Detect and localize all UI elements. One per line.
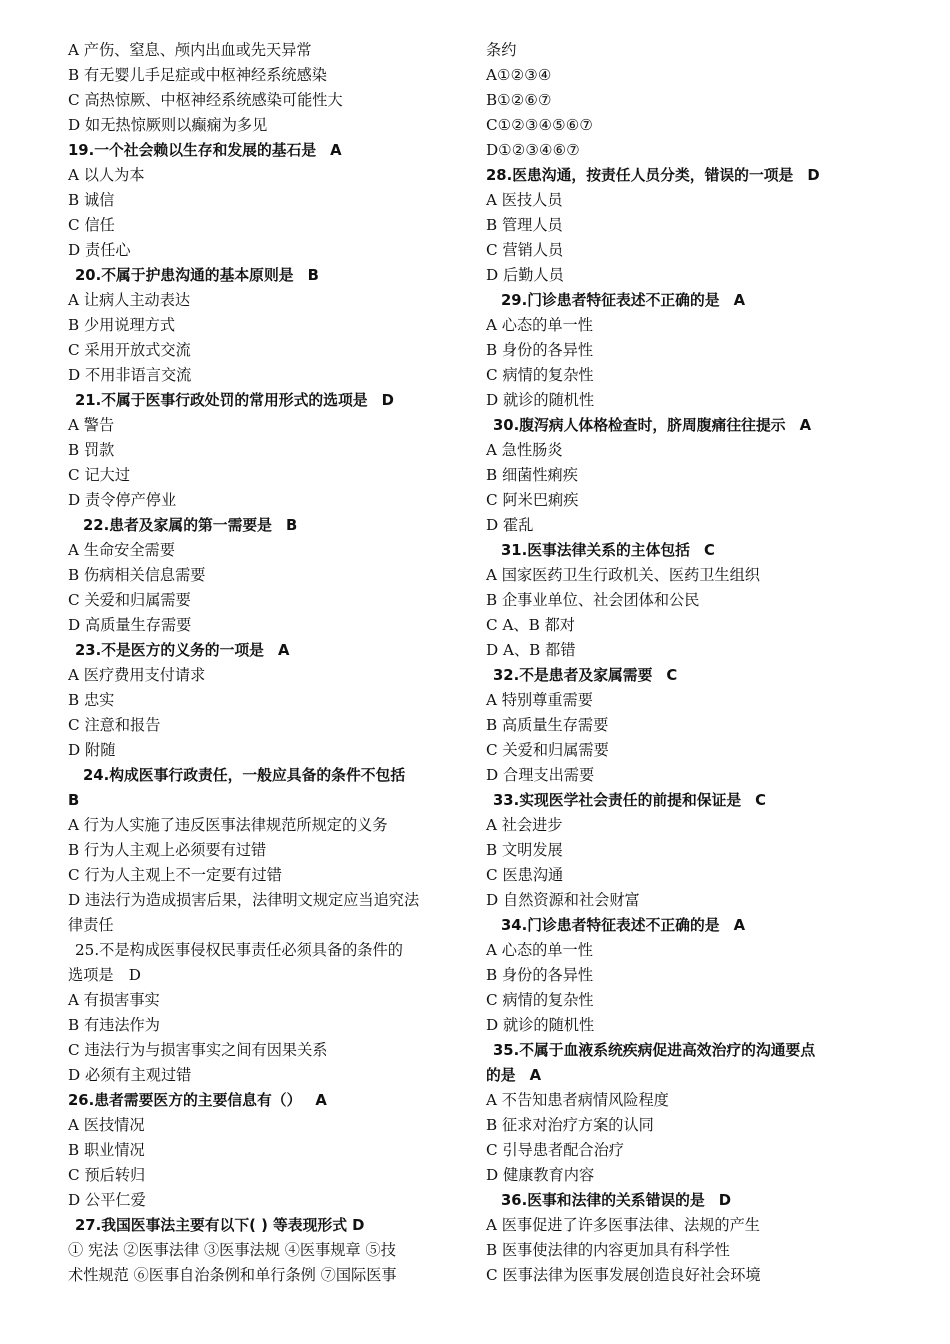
option-line: D 高质量生存需要 xyxy=(68,616,192,634)
option-line: D 后勤人员 xyxy=(486,266,564,284)
question-line xyxy=(68,763,460,788)
option-line: D 附随 xyxy=(68,741,116,759)
option-line: D①②③④⑥⑦ xyxy=(486,141,580,159)
option-line: B 伤病相关信息需要 xyxy=(68,566,206,584)
option-line: B 职业情况 xyxy=(68,1141,145,1159)
option-line: 条约 xyxy=(486,41,517,59)
option-line: A 行为人实施了违反医事法律规范所规定的义务 xyxy=(68,816,388,834)
option-line: C 注意和报告 xyxy=(68,716,161,734)
option-line: C 医患沟通 xyxy=(486,866,564,884)
option-line: B 企事业单位、社会团体和公民 xyxy=(486,591,700,609)
option-line: A 医事促进了许多医事法律、法规的产生 xyxy=(486,1216,760,1234)
answer-key: A xyxy=(277,642,290,659)
question-text: 20.不属于护患沟通的基本原则是 xyxy=(75,267,294,284)
option-line: A 让病人主动表达 xyxy=(68,291,191,309)
question-text: 32.不是患者及家属需要 xyxy=(493,667,653,684)
right-column xyxy=(486,38,878,1288)
question-text: 19.一个社会赖以生存和发展的基石是 xyxy=(68,142,317,159)
option-line: C 引导患者配合治疗 xyxy=(486,1141,624,1159)
option-line: D 责令停产停业 xyxy=(68,491,177,509)
question-text: 26.患者需要医方的主要信息有（） xyxy=(68,1092,302,1109)
option-line: C 违法行为与损害事实之间有因果关系 xyxy=(68,1041,328,1059)
answer-key: C xyxy=(666,667,678,684)
option-line: D 霍乱 xyxy=(486,516,534,534)
option-line: C 高热惊厥、中枢神经系统感染可能性大 xyxy=(68,91,343,109)
question-text: 24.构成医事行政责任，一般应具备的条件不包括 xyxy=(83,767,406,784)
question-text: 28.医患沟通，按责任人员分类，错误的一项是 xyxy=(486,167,794,184)
option-line: A 不告知患者病情风险程度 xyxy=(486,1091,669,1109)
option-line: C 阿米巴痢疾 xyxy=(486,491,579,509)
option-line: C 关爱和归属需要 xyxy=(68,591,191,609)
option-line: C 记大过 xyxy=(68,466,131,484)
option-line: B 细菌性痢疾 xyxy=(486,466,578,484)
option-line: D 就诊的随机性 xyxy=(486,391,595,409)
option-line: B 诚信 xyxy=(68,191,115,209)
option-line: B 身份的各异性 xyxy=(486,966,594,984)
option-line: B 行为人主观上必须要有过错 xyxy=(68,841,267,859)
option-line: A 急性肠炎 xyxy=(486,441,563,459)
question-line xyxy=(486,1038,878,1063)
option-line: D 自然资源和社会财富 xyxy=(486,891,640,909)
question-text: 23.不是医方的义务的一项是 xyxy=(75,642,264,659)
question-line xyxy=(486,413,878,438)
option-line: C 行为人主观上不一定要有过错 xyxy=(68,866,282,884)
question-line xyxy=(486,788,878,813)
option-line: B 征求对治疗方案的认同 xyxy=(486,1116,654,1134)
question-text: 的是 xyxy=(486,1067,516,1084)
question-text: 30.腹泻病人体格检查时，脐周腹痛往往提示 xyxy=(493,417,786,434)
question-line xyxy=(68,1213,460,1238)
answer-key: A xyxy=(733,292,746,309)
option-line: C①②③④⑤⑥⑦ xyxy=(486,116,593,134)
question-text: 22.患者及家属的第一需要是 xyxy=(83,517,272,534)
question-line xyxy=(486,288,878,313)
question-text: 35.不属于血液系统疾病促进高效治疗的沟通要点 xyxy=(493,1042,816,1059)
option-line: A 心态的单一性 xyxy=(486,941,593,959)
answer-key: D xyxy=(381,392,394,409)
answer-key: C xyxy=(703,542,715,559)
option-line: C A、B 都对 xyxy=(486,616,575,634)
answer-key: D xyxy=(807,167,820,184)
question-line xyxy=(68,788,460,813)
question-line xyxy=(486,1188,878,1213)
option-line: A 以人为本 xyxy=(68,166,145,184)
question-line xyxy=(68,138,460,163)
option-line: 律责任 xyxy=(68,916,114,934)
option-line: C 采用开放式交流 xyxy=(68,341,191,359)
question-text: 31.医事法律关系的主体包括 xyxy=(501,542,690,559)
option-line: B 有无婴儿手足症或中枢神经系统感染 xyxy=(68,66,327,84)
question-text: 36.医事和法律的关系错误的是 xyxy=(501,1192,705,1209)
option-line: A 医技情况 xyxy=(68,1116,145,1134)
answer-key: A xyxy=(330,142,342,159)
option-line: A 生命安全需要 xyxy=(68,541,175,559)
answer-key: C xyxy=(755,792,767,809)
option-line: D 如无热惊厥则以癫痫为多见 xyxy=(68,116,268,134)
option-line: B 管理人员 xyxy=(486,216,563,234)
option-line: B 忠实 xyxy=(68,691,115,709)
question-line xyxy=(486,913,878,938)
option-line: B 少用说理方式 xyxy=(68,316,176,334)
option-line: A 国家医药卫生行政机关、医药卫生组织 xyxy=(486,566,760,584)
question-line: 选项是 D xyxy=(68,966,141,984)
option-line: C 预后转归 xyxy=(68,1166,146,1184)
option-line: D 违法行为造成损害后果，法律明文规定应当追究法 xyxy=(68,891,420,909)
option-line: A 医技人员 xyxy=(486,191,563,209)
option-line: D A、B 都错 xyxy=(486,641,576,659)
option-line: D 健康教育内容 xyxy=(486,1166,595,1184)
question-line xyxy=(68,1088,460,1113)
option-line: ① 宪法 ②医事法律 ③医事法规 ④医事规章 ⑤技 xyxy=(68,1241,396,1259)
question-line xyxy=(68,513,460,538)
question-line xyxy=(486,663,878,688)
answer-key: A xyxy=(733,917,746,934)
question-line xyxy=(486,163,878,188)
question-line xyxy=(486,1063,878,1088)
option-line: B 有违法作为 xyxy=(68,1016,160,1034)
option-line: C 营销人员 xyxy=(486,241,564,259)
option-line: B 身份的各异性 xyxy=(486,341,594,359)
option-line: B 罚款 xyxy=(68,441,115,459)
answer-key: A xyxy=(529,1067,542,1084)
option-line: A 特别尊重需要 xyxy=(486,691,593,709)
question-text: 33.实现医学社会责任的前提和保证是 xyxy=(493,792,742,809)
option-line: B 高质量生存需要 xyxy=(486,716,609,734)
question-line: 25.不是构成医事侵权民事责任必须具备的条件的 xyxy=(75,941,403,959)
question-text: 29.门诊患者特征表述不正确的是 xyxy=(501,292,720,309)
option-line: D 责任心 xyxy=(68,241,131,259)
answer-key: B xyxy=(307,267,319,284)
option-line: B①②⑥⑦ xyxy=(486,91,552,109)
option-line: A 警告 xyxy=(68,416,115,434)
option-line: C 医事法律为医事发展创造良好社会环境 xyxy=(486,1266,761,1284)
option-line: D 就诊的随机性 xyxy=(486,1016,595,1034)
option-line: 术性规范 ⑥医事自治条例和单行条例 ⑦国际医事 xyxy=(68,1266,397,1284)
question-line xyxy=(68,638,460,663)
option-line: B 文明发展 xyxy=(486,841,563,859)
option-line: B 医事使法律的内容更加具有科学性 xyxy=(486,1241,730,1259)
option-line: C 病情的复杂性 xyxy=(486,366,594,384)
option-line: C 信任 xyxy=(68,216,115,234)
question-text: 27.我国医事法主要有以下( ) 等表现形式 D xyxy=(75,1217,365,1234)
option-line: D 合理支出需要 xyxy=(486,766,595,784)
option-line: A①②③④ xyxy=(486,66,552,84)
question-line xyxy=(68,263,460,288)
option-line: A 社会进步 xyxy=(486,816,563,834)
option-line: C 病情的复杂性 xyxy=(486,991,594,1009)
option-line: A 产伤、窒息、颅内出血或先天异常 xyxy=(68,41,312,59)
option-line: C 关爱和归属需要 xyxy=(486,741,609,759)
question-line xyxy=(486,538,878,563)
answer-key: D xyxy=(718,1192,732,1209)
answer-key: A xyxy=(315,1092,327,1109)
option-line: A 心态的单一性 xyxy=(486,316,593,334)
answer-key: A xyxy=(799,417,812,434)
question-text: 34.门诊患者特征表述不正确的是 xyxy=(501,917,720,934)
question-text: B xyxy=(68,792,80,809)
question-text: 21.不属于医事行政处罚的常用形式的选项是 xyxy=(75,392,368,409)
option-line: D 不用非语言交流 xyxy=(68,366,192,384)
answer-key: B xyxy=(285,517,298,534)
left-column xyxy=(68,38,460,1288)
option-line: D 必须有主观过错 xyxy=(68,1066,192,1084)
option-line: D 公平仁爱 xyxy=(68,1191,146,1209)
option-line: A 有损害事实 xyxy=(68,991,160,1009)
question-line xyxy=(68,388,460,413)
option-line: A 医疗费用支付请求 xyxy=(68,666,206,684)
